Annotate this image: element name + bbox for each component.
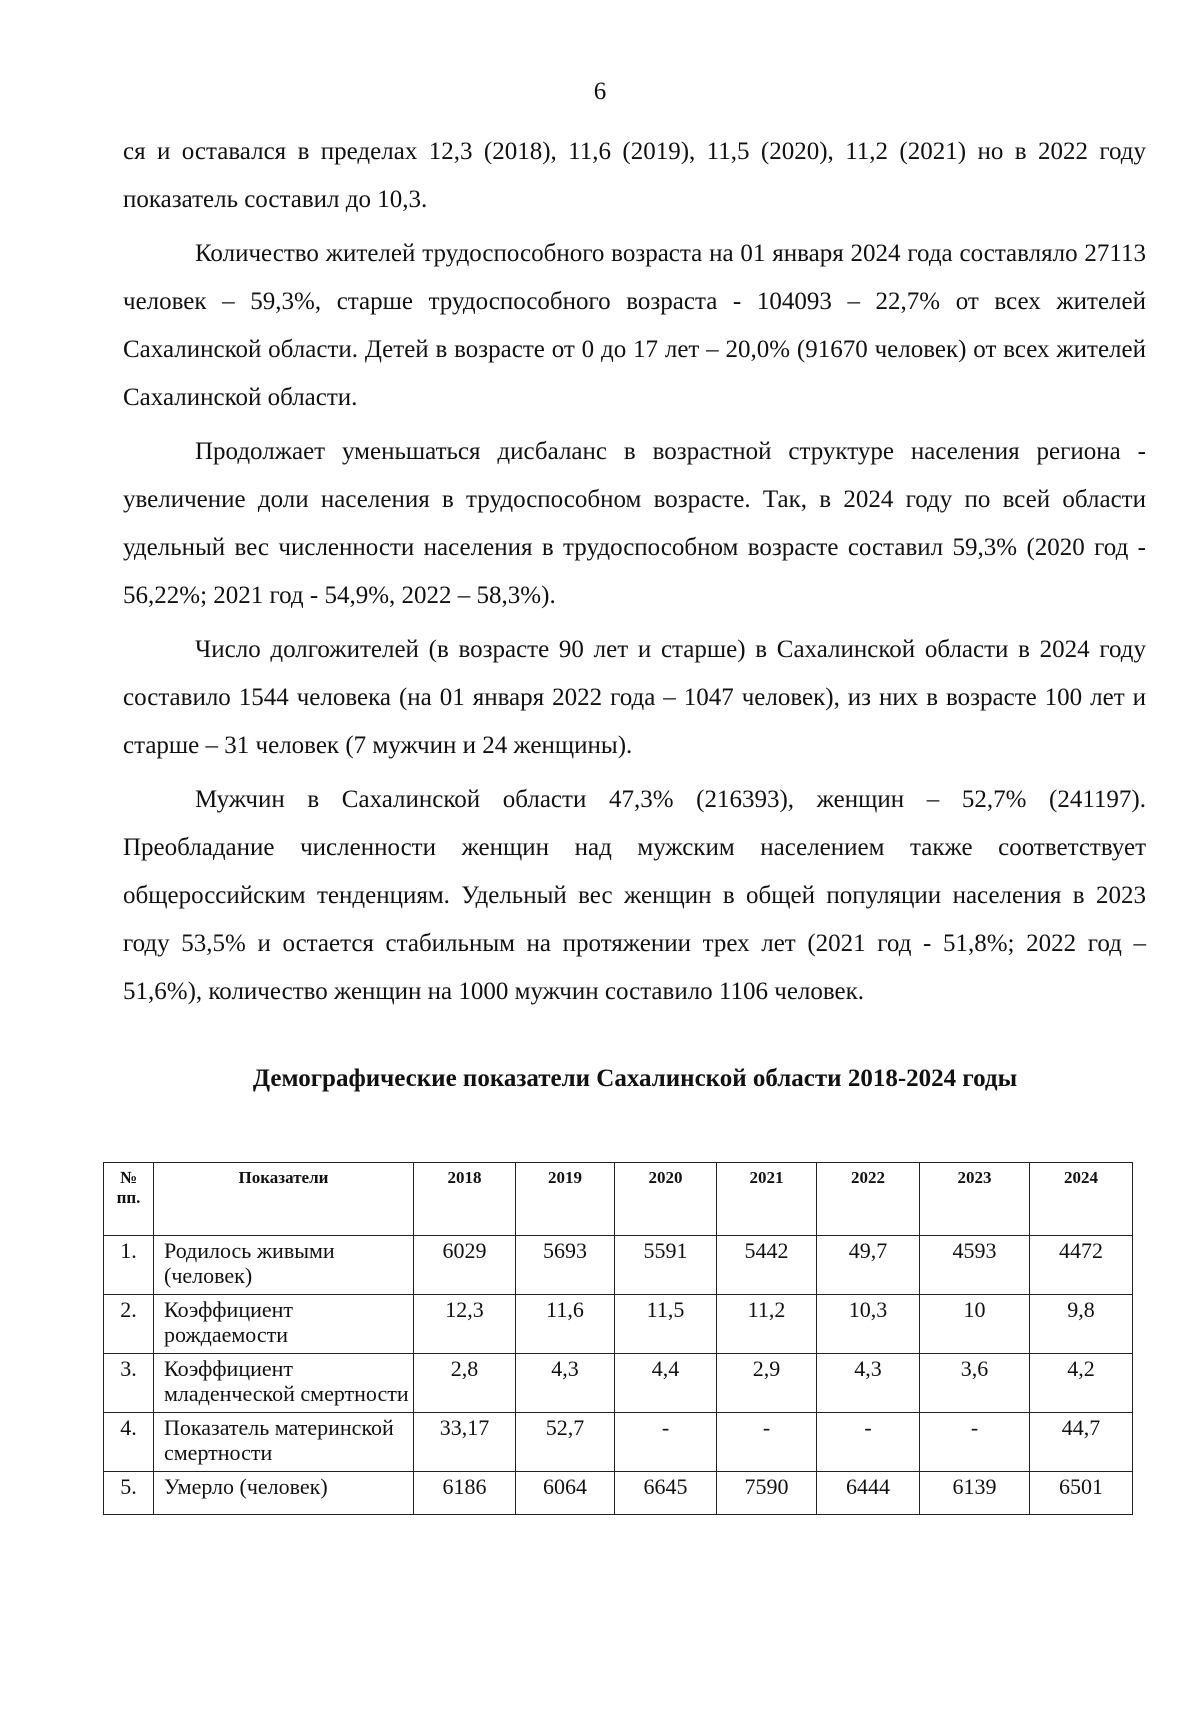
paragraph: ся и оставался в пределах 12,3 (2018), 11,6 (2019), 11,5 (2020), 11,2 (2021) но в 2022 году показатель составил до 10,3. bbox=[123, 138, 1146, 213]
table-row bbox=[104, 1295, 1133, 1354]
row-name: Коэффициент рождаемости bbox=[154, 1295, 414, 1354]
table-cell: 3,6 bbox=[920, 1354, 1030, 1413]
paragraph: Мужчин в Сахалинской области 47,3% (216393), женщин – 52,7% (241197). Преобладание численности женщин над мужским населением также соответствует общероссийским тенденциям. Удельный вес женщин в общей популяции населения в 2023 году 53,5% и остается стабильным на протяжении трех лет (2021 год - 51,8%; 2022 год – 51,6%), количество женщин на 1000 мужчин составило 1106 человек. bbox=[123, 786, 1146, 1005]
table-cell: 11,6 bbox=[516, 1295, 615, 1354]
table-cell: 10 bbox=[920, 1295, 1030, 1354]
table-cell: 4593 bbox=[920, 1236, 1030, 1295]
row-num: 4. bbox=[104, 1413, 154, 1472]
header-year: 2018 bbox=[414, 1163, 516, 1236]
header-year: 2022 bbox=[817, 1163, 920, 1236]
row-num: 1. bbox=[104, 1236, 154, 1295]
table-title: Демографические показатели Сахалинской области 2018-2024 годы bbox=[252, 1065, 1018, 1092]
paragraph: Продолжает уменьшаться дисбаланс в возрастной структуре населения региона - увеличение доли населения в трудоспособном возрасте. Так, в 2024 году по всей области удельный вес численности населения в трудоспособном возрасте составил 59,3% (2020 год - 56,22%; 2021 год - 54,9%, 2022 – 58,3%). bbox=[123, 438, 1146, 609]
row-num: 3. bbox=[104, 1354, 154, 1413]
table-cell: 44,7 bbox=[1030, 1413, 1133, 1472]
table-cell: 9,8 bbox=[1030, 1295, 1133, 1354]
paragraph: Число долгожителей (в возрасте 90 лет и старше) в Сахалинской области в 2024 году составило 1544 человека (на 01 января 2022 года – 1047 человек), из них в возрасте 100 лет и старше – 31 человек (7 мужчин и 24 женщины). bbox=[123, 636, 1146, 759]
header-year: 2021 bbox=[717, 1163, 817, 1236]
table-cell: 52,7 bbox=[516, 1413, 615, 1472]
table-cell: 12,3 bbox=[414, 1295, 516, 1354]
table-cell: 33,17 bbox=[414, 1413, 516, 1472]
row-num: 5. bbox=[104, 1472, 154, 1515]
table-cell: 6139 bbox=[920, 1472, 1030, 1515]
table-row bbox=[104, 1236, 1133, 1295]
table-cell: 6501 bbox=[1030, 1472, 1133, 1515]
header-year: 2020 bbox=[615, 1163, 717, 1236]
table-cell: 2,9 bbox=[717, 1354, 817, 1413]
table-cell: 6645 bbox=[615, 1472, 717, 1515]
header-num: № пп. bbox=[104, 1163, 154, 1236]
paragraph: Количество жителей трудоспособного возраста на 01 января 2024 года составляло 27113 человек – 59,3%, старше трудоспособного возраста - 104093 – 22,7% от всех жителей Сахалинской области. Детей в возрасте от 0 до 17 лет – 20,0% (91670 человек) от всех жителей Сахалинской области. bbox=[123, 240, 1146, 411]
table-row bbox=[104, 1472, 1133, 1515]
table-cell: - bbox=[717, 1413, 817, 1472]
table-cell: 4,2 bbox=[1030, 1354, 1133, 1413]
table-cell: 11,5 bbox=[615, 1295, 717, 1354]
table-header-row bbox=[104, 1163, 1133, 1236]
table-cell: 11,2 bbox=[717, 1295, 817, 1354]
body-text bbox=[123, 128, 1146, 1022]
table-cell: 5442 bbox=[717, 1236, 817, 1295]
row-name: Коэффициент младенческой смертности bbox=[154, 1354, 414, 1413]
table-cell: - bbox=[615, 1413, 717, 1472]
table-cell: 5591 bbox=[615, 1236, 717, 1295]
table-cell: 6064 bbox=[516, 1472, 615, 1515]
table-row bbox=[104, 1354, 1133, 1413]
table-cell: - bbox=[920, 1413, 1030, 1472]
header-year: 2019 bbox=[516, 1163, 615, 1236]
table-cell: 7590 bbox=[717, 1472, 817, 1515]
table-cell: 10,3 bbox=[817, 1295, 920, 1354]
demographic-table bbox=[103, 1162, 1133, 1515]
row-name: Показатель материнской смертности bbox=[154, 1413, 414, 1472]
table-cell: 4472 bbox=[1030, 1236, 1133, 1295]
row-name: Умерло (человек) bbox=[154, 1472, 414, 1515]
table-cell: 2,8 bbox=[414, 1354, 516, 1413]
table-cell: 49,7 bbox=[817, 1236, 920, 1295]
table-cell: 5693 bbox=[516, 1236, 615, 1295]
header-indicator: Показатели bbox=[154, 1163, 414, 1236]
table-cell: 6444 bbox=[817, 1472, 920, 1515]
table-cell: - bbox=[817, 1413, 920, 1472]
header-year: 2024 bbox=[1030, 1163, 1133, 1236]
table-cell: 4,3 bbox=[817, 1354, 920, 1413]
table-cell: 4,4 bbox=[615, 1354, 717, 1413]
table-cell: 4,3 bbox=[516, 1354, 615, 1413]
page-number: 6 bbox=[593, 78, 607, 105]
table-cell: 6029 bbox=[414, 1236, 516, 1295]
header-year: 2023 bbox=[920, 1163, 1030, 1236]
table-row bbox=[104, 1413, 1133, 1472]
row-name: Родилось живыми (человек) bbox=[154, 1236, 414, 1295]
table-cell: 6186 bbox=[414, 1472, 516, 1515]
row-num: 2. bbox=[104, 1295, 154, 1354]
